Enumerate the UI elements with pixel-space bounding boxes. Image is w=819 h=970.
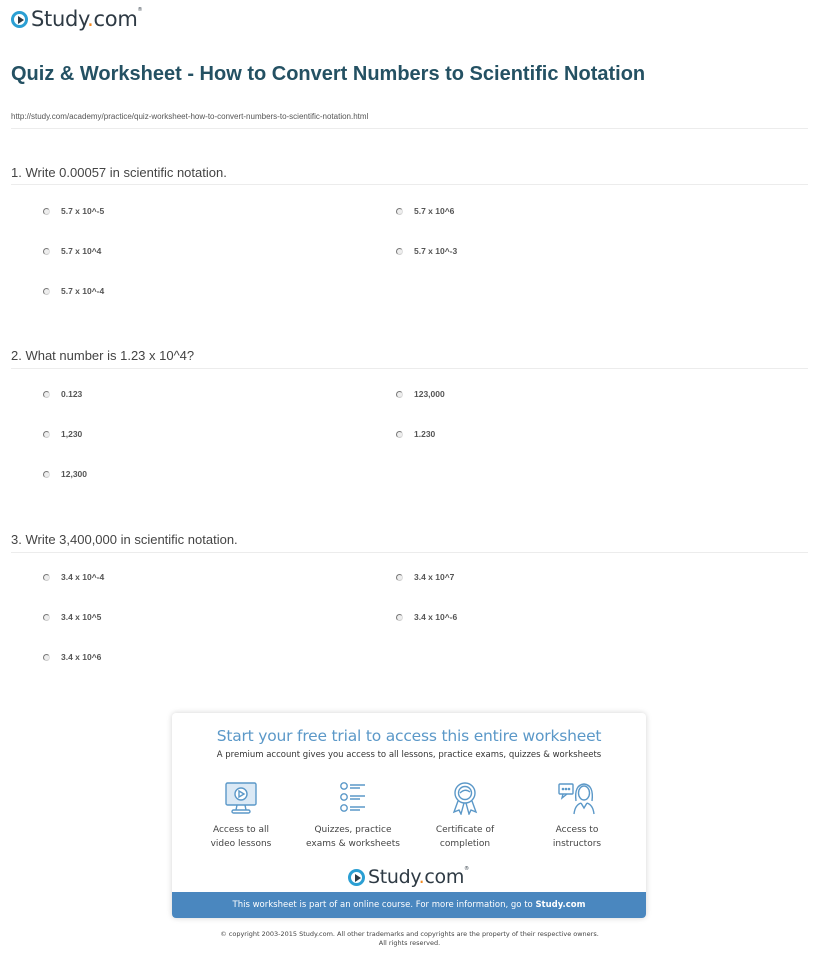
logo-wordmark: Study.com® xyxy=(368,866,469,888)
question-3: 3. Write 3,400,000 in scientific notation. xyxy=(11,532,238,547)
radio-button[interactable] xyxy=(43,431,50,438)
radio-button[interactable] xyxy=(396,391,403,398)
feature-video-lessons: Access to all video lessons xyxy=(186,781,296,851)
answer-option[interactable]: 5.7 x 10^4 xyxy=(43,246,101,256)
radio-button[interactable] xyxy=(43,288,50,295)
answer-option[interactable]: 1,230 xyxy=(43,429,82,439)
play-logo-icon xyxy=(348,869,365,886)
answer-option[interactable]: 3.4 x 10^-6 xyxy=(396,612,457,622)
answer-option[interactable]: 5.7 x 10^-5 xyxy=(43,206,104,216)
copyright-notice: © copyright 2003-2015 Study.com. All other trademarks and copyrights are the property of their respective owners. All rights reserved. xyxy=(220,930,599,947)
answer-option[interactable]: 5.7 x 10^6 xyxy=(396,206,454,216)
answer-option[interactable]: 3.4 x 10^6 xyxy=(43,652,101,662)
free-trial-headline[interactable]: Start your free trial to access this entire worksheet xyxy=(216,727,602,745)
certificate-icon xyxy=(447,781,483,815)
instructor-icon xyxy=(557,781,597,815)
divider xyxy=(11,552,808,553)
free-trial-card[interactable] xyxy=(172,713,646,918)
divider xyxy=(11,128,808,129)
answer-option[interactable]: 5.7 x 10^-3 xyxy=(396,246,457,256)
feature-quizzes: Quizzes, practice exams & worksheets xyxy=(298,781,408,851)
study-com-link[interactable]: Study.com xyxy=(535,900,586,910)
free-trial-subline: A premium account gives you access to all lessons, practice exams, quizzes & worksheets xyxy=(216,750,602,760)
play-logo-icon xyxy=(11,11,28,28)
radio-button[interactable] xyxy=(43,248,50,255)
page-title: Quiz & Worksheet - How to Convert Numbers to Scientific Notation xyxy=(11,63,646,85)
online-course-banner[interactable]: This worksheet is part of an online course. For more information, go to Study.com xyxy=(172,892,646,918)
answer-option[interactable]: 123,000 xyxy=(396,389,445,399)
feature-instructors: Access to instructors xyxy=(522,781,632,851)
study-com-logo[interactable] xyxy=(11,7,142,31)
quiz-list-icon xyxy=(335,781,371,815)
video-lesson-icon xyxy=(223,781,259,815)
divider xyxy=(11,184,808,185)
radio-button[interactable] xyxy=(43,574,50,581)
source-url: http://study.com/academy/practice/quiz-worksheet-how-to-convert-numbers-to-scientific-notation.html xyxy=(11,112,369,121)
logo-wordmark: Study.com® xyxy=(31,7,143,31)
radio-button[interactable] xyxy=(396,614,403,621)
radio-button[interactable] xyxy=(43,471,50,478)
feature-certificate: Certificate of completion xyxy=(410,781,520,851)
radio-button[interactable] xyxy=(396,574,403,581)
radio-button[interactable] xyxy=(396,431,403,438)
answer-option[interactable]: 0.123 xyxy=(43,389,82,399)
answer-option[interactable]: 3.4 x 10^-4 xyxy=(43,572,104,582)
answer-option[interactable]: 5.7 x 10^-4 xyxy=(43,286,104,296)
radio-button[interactable] xyxy=(43,208,50,215)
answer-option[interactable]: 12,300 xyxy=(43,469,87,479)
study-com-logo[interactable] xyxy=(348,866,469,888)
question-2: 2. What number is 1.23 x 10^4? xyxy=(11,348,195,363)
answer-option[interactable]: 1.230 xyxy=(396,429,435,439)
radio-button[interactable] xyxy=(396,208,403,215)
answer-option[interactable]: 3.4 x 10^7 xyxy=(396,572,454,582)
radio-button[interactable] xyxy=(43,391,50,398)
question-1: 1. Write 0.00057 in scientific notation. xyxy=(11,165,227,180)
radio-button[interactable] xyxy=(43,614,50,621)
divider xyxy=(11,368,808,369)
radio-button[interactable] xyxy=(43,654,50,661)
radio-button[interactable] xyxy=(396,248,403,255)
answer-option[interactable]: 3.4 x 10^5 xyxy=(43,612,101,622)
